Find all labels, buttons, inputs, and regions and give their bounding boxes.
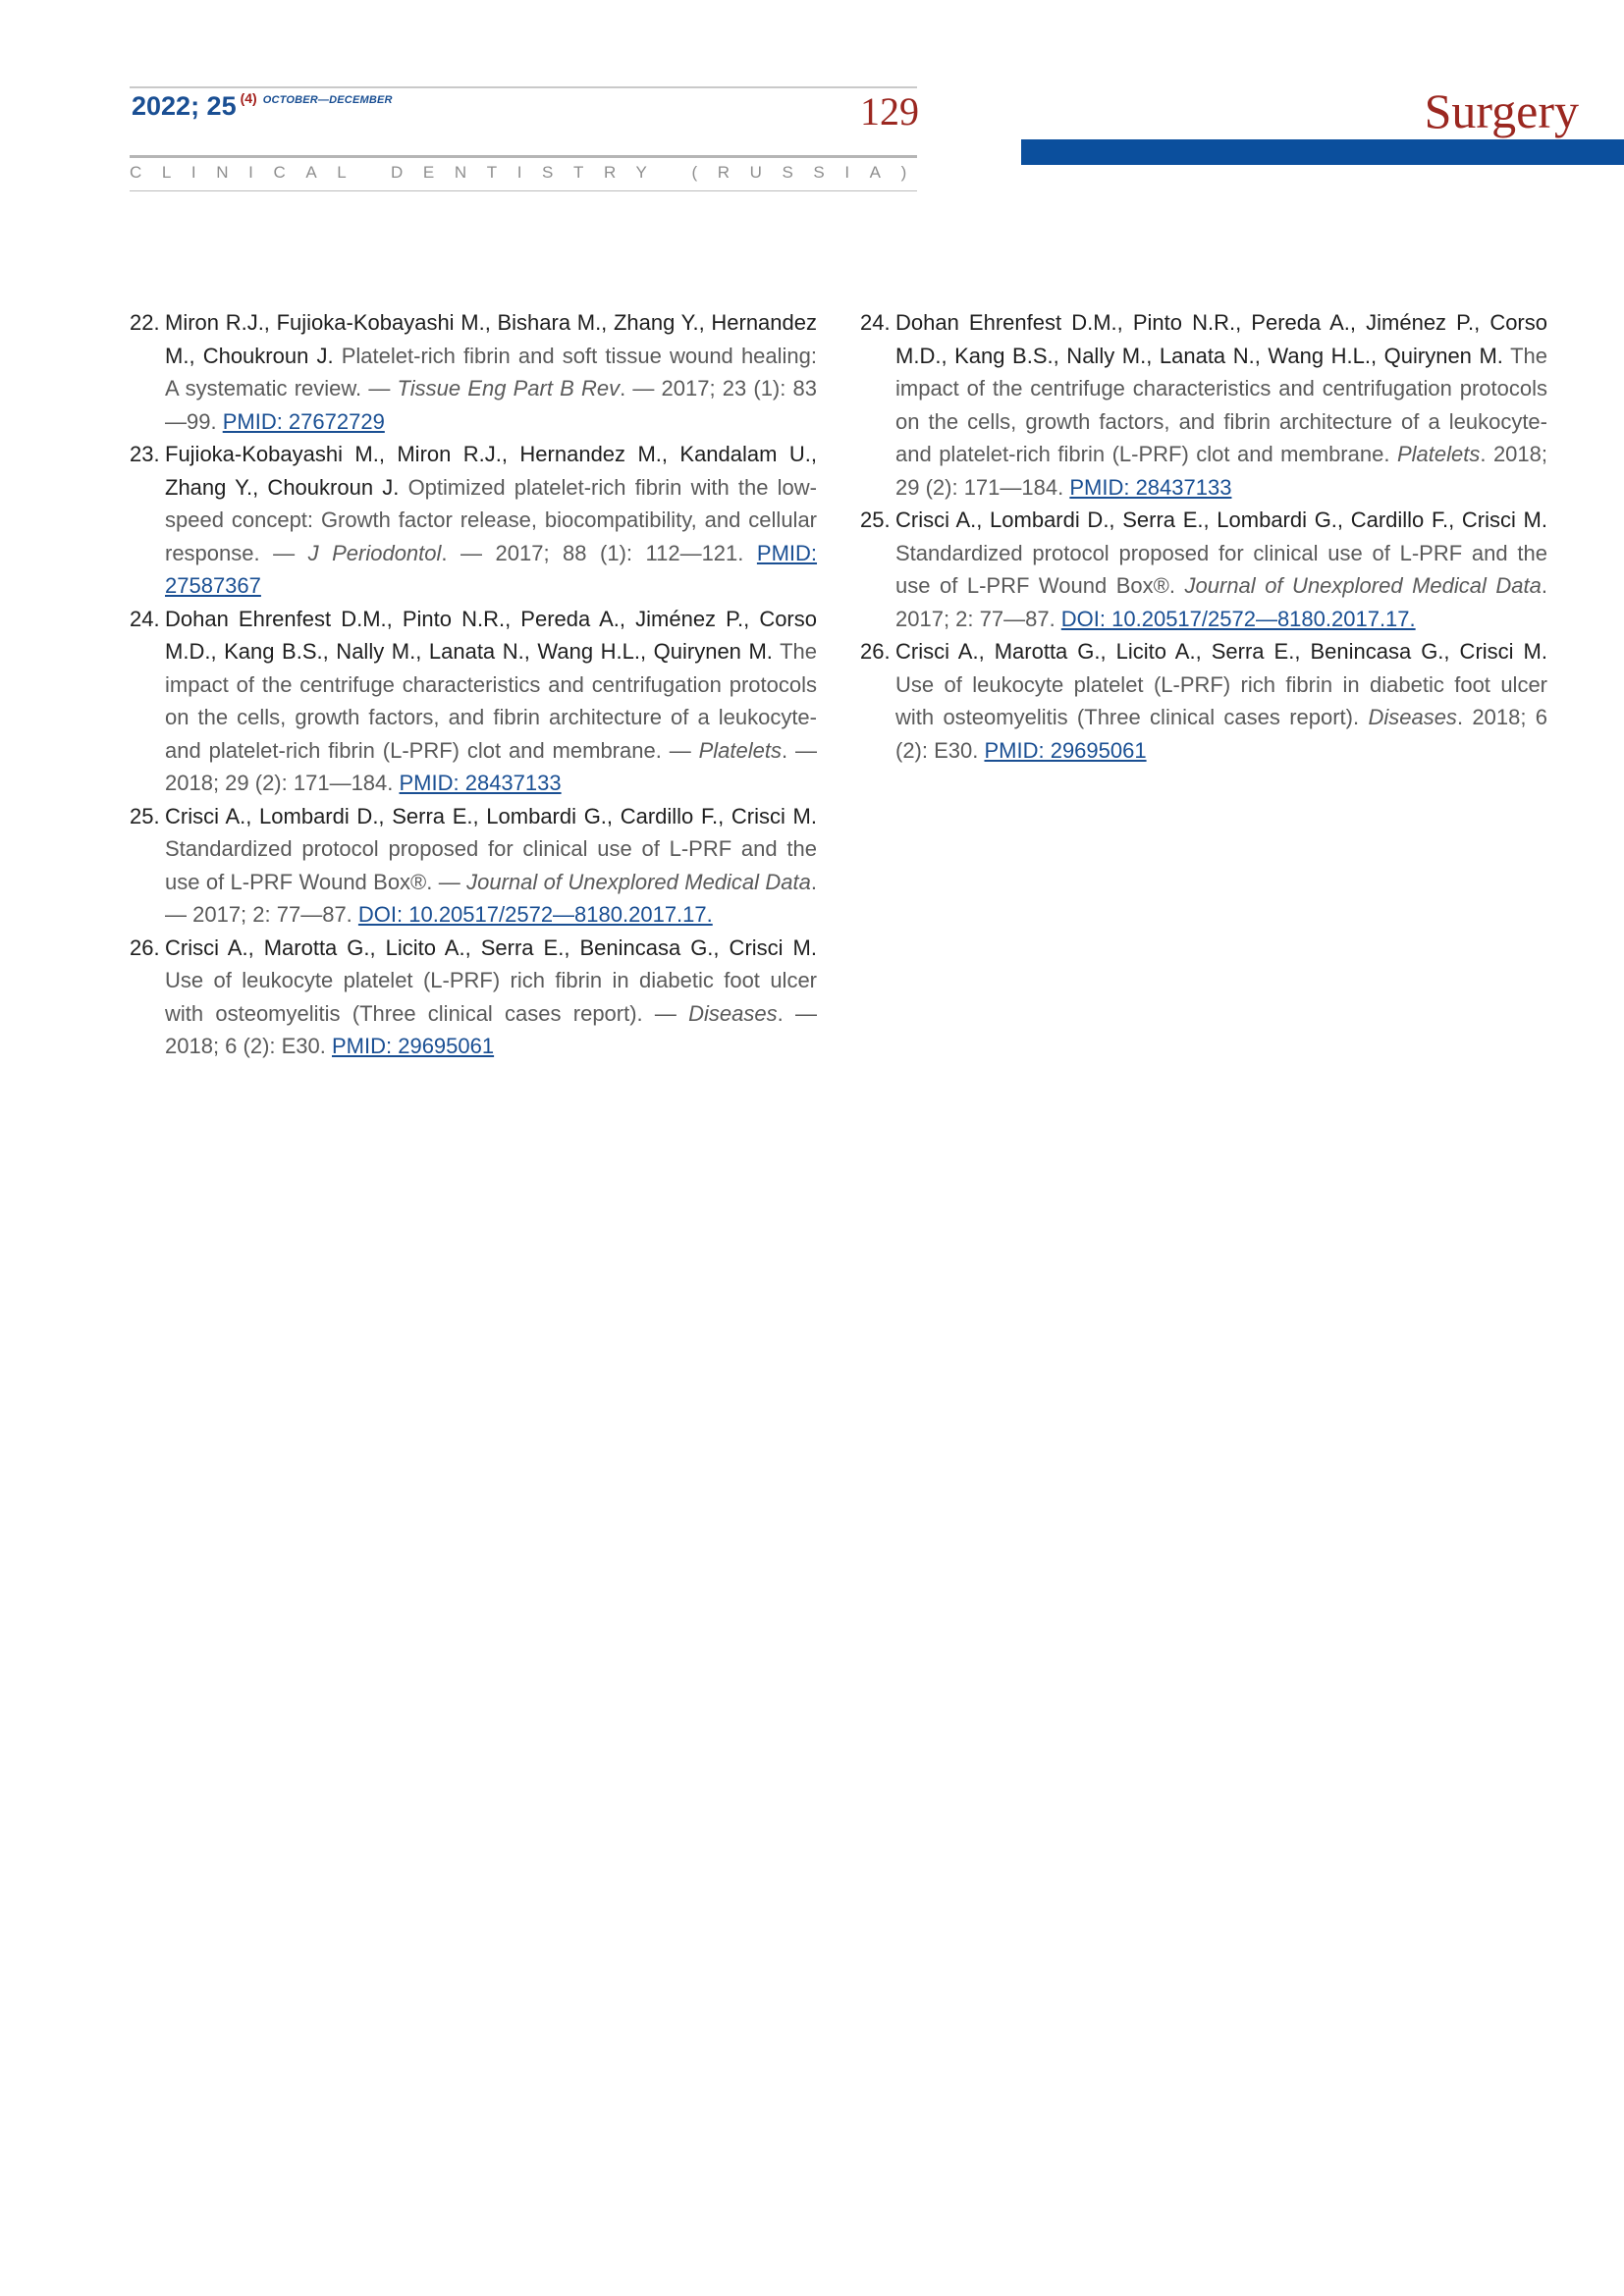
reference-authors: Dohan Ehrenfest D.M., Pinto N.R., Pereda A., Jiménez P., Corso M.D., Kang B.S., Nally M., Lanata N., Wang H.L., Quirynen M.: [165, 606, 817, 664]
reference-number: 26.: [860, 639, 891, 664]
reference-authors: Crisci A., Marotta G., Licito A., Serra E., Benincasa G., Crisci M.: [895, 639, 1547, 664]
reference-text: [895, 635, 1547, 767]
pmid-link[interactable]: PMID: 28437133: [1069, 474, 1232, 500]
reference-authors: Crisci A., Lombardi D., Serra E., Lombardi G., Cardillo F., Crisci M.: [895, 507, 1547, 532]
reference-journal: Tissue Eng Part B Rev: [397, 376, 621, 400]
reference-title: Standardized protocol proposed for clinical use of L-PRF and the use of L-PRF Wound Box®.: [895, 540, 1547, 598]
reference-number: 24.: [130, 606, 160, 631]
reference-text: [895, 306, 1547, 504]
reference-title: Use of leukocyte platelet (L-PRF) rich fibrin in diabetic foot ulcer with osteomyelitis (Three clinical cases report). —: [165, 968, 817, 1026]
journal-name: CLINICAL DENTISTRY (RUSSIA): [130, 163, 927, 182]
page-number: 129: [860, 89, 919, 133]
reference-text: [165, 800, 817, 932]
reference-details: . 2017; 2: 77—87.: [895, 573, 1548, 631]
reference-text: [165, 932, 817, 1063]
reference-title: The impact of the centrifuge characteristics and centrifugation protocols on the cells, growth factors, and fibrin architecture of a leukocyte- and platelet-rich fibrin (L-PRF) clot and membrane.: [895, 343, 1547, 466]
doi-link[interactable]: DOI: 10.20517/2572—8180.2017.17.: [357, 902, 713, 927]
pmid-link[interactable]: PMID: 27587367: [165, 540, 818, 598]
reference-details: . 2018; 6 (2): E30.: [895, 705, 1547, 763]
pmid-link[interactable]: PMID: 29695061: [332, 1034, 495, 1058]
reference-journal: Journal of Unexplored Medical Data: [1184, 573, 1542, 598]
reference-number: 25.: [860, 507, 891, 532]
issue-info: [132, 90, 393, 122]
reference-details: . — 2018; 29 (2): 171—184.: [165, 737, 817, 795]
section-title: Surgery: [1424, 83, 1579, 138]
reference-journal: Diseases: [688, 1000, 778, 1026]
references-right-column: [860, 306, 1547, 767]
reference-item: [130, 306, 817, 438]
section-color-bar: [1021, 139, 1624, 165]
reference-details: . — 2017; 2: 77—87.: [165, 869, 818, 927]
journal-underline: [130, 190, 917, 191]
reference-number: 22.: [130, 310, 160, 335]
references-left-column: [130, 306, 817, 1063]
reference-item: [130, 603, 817, 800]
doi-link[interactable]: DOI: 10.20517/2572—8180.2017.17.: [1060, 606, 1416, 631]
reference-title: Optimized platelet-rich fibrin with the low-speed concept: Growth factor release, biocompatibility, and cellular response. —: [165, 474, 818, 565]
reference-title: Platelet-rich fibrin and soft tissue wound healing: A systematic review. —: [165, 343, 818, 400]
reference-number: 23.: [130, 442, 160, 466]
header-top-rule: [130, 86, 917, 88]
pmid-link[interactable]: PMID: 27672729: [222, 408, 385, 434]
issue-number: (4): [240, 90, 257, 106]
reference-journal: Platelets: [1396, 442, 1481, 466]
reference-text: [165, 603, 817, 800]
reference-number: 24.: [860, 310, 891, 335]
reference-details: . — 2017; 88 (1): 112—121.: [441, 540, 757, 565]
header-bottom-rule: [130, 155, 917, 158]
reference-title: Standardized protocol proposed for clinical use of L-PRF and the use of L-PRF Wound Box®. —: [165, 836, 817, 894]
reference-item: [130, 800, 817, 932]
reference-number: 25.: [130, 803, 160, 828]
reference-journal: Platelets: [698, 737, 782, 763]
reference-journal: Diseases: [1368, 705, 1457, 729]
reference-title: The impact of the centrifuge characteristics and centrifugation protocols on the cells, growth factors, and fibrin architecture of a leukocyte- and platelet-rich fibrin (L-PRF) clot and membrane. —: [165, 639, 817, 763]
reference-journal: Journal of Unexplored Medical Data: [466, 869, 811, 894]
reference-authors: Crisci A., Marotta G., Licito A., Serra E., Benincasa G., Crisci M.: [165, 934, 817, 960]
issue-months: OCTOBER—DECEMBER: [262, 94, 393, 106]
issue-year-volume: 2022; 25: [132, 91, 237, 121]
reference-details: . — 2017; 23 (1): 83—99.: [165, 376, 818, 434]
reference-item: [130, 932, 817, 1063]
reference-text: [165, 438, 817, 603]
reference-item: [860, 306, 1547, 504]
reference-authors: Fujioka-Kobayashi M., Miron R.J., Hernandez M., Kandalam U., Zhang Y., Choukroun J.: [165, 442, 817, 500]
reference-authors: Crisci A., Lombardi D., Serra E., Lombardi G., Cardillo F., Crisci M.: [165, 803, 817, 828]
reference-journal: J Periodontol: [307, 540, 442, 565]
reference-text: [895, 504, 1547, 635]
pmid-link[interactable]: PMID: 29695061: [984, 737, 1147, 763]
reference-details: . 2018; 29 (2): 171—184.: [895, 442, 1547, 500]
pmid-link[interactable]: PMID: 28437133: [399, 771, 562, 795]
reference-text: [165, 306, 817, 438]
reference-item: [130, 438, 817, 603]
reference-authors: Miron R.J., Fujioka-Kobayashi M., Bishara M., Zhang Y., Hernandez M., Choukroun J.: [165, 310, 817, 368]
reference-authors: Dohan Ehrenfest D.M., Pinto N.R., Pereda A., Jiménez P., Corso M.D., Kang B.S., Nally M., Lanata N., Wang H.L., Quirynen M.: [895, 310, 1547, 368]
reference-title: Use of leukocyte platelet (L-PRF) rich fibrin in diabetic foot ulcer with osteomyelitis (Three clinical cases report).: [895, 671, 1547, 729]
reference-item: [860, 504, 1547, 635]
reference-details: . — 2018; 6 (2): E30.: [165, 1000, 817, 1058]
reference-number: 26.: [130, 934, 160, 960]
reference-item: [860, 635, 1547, 767]
